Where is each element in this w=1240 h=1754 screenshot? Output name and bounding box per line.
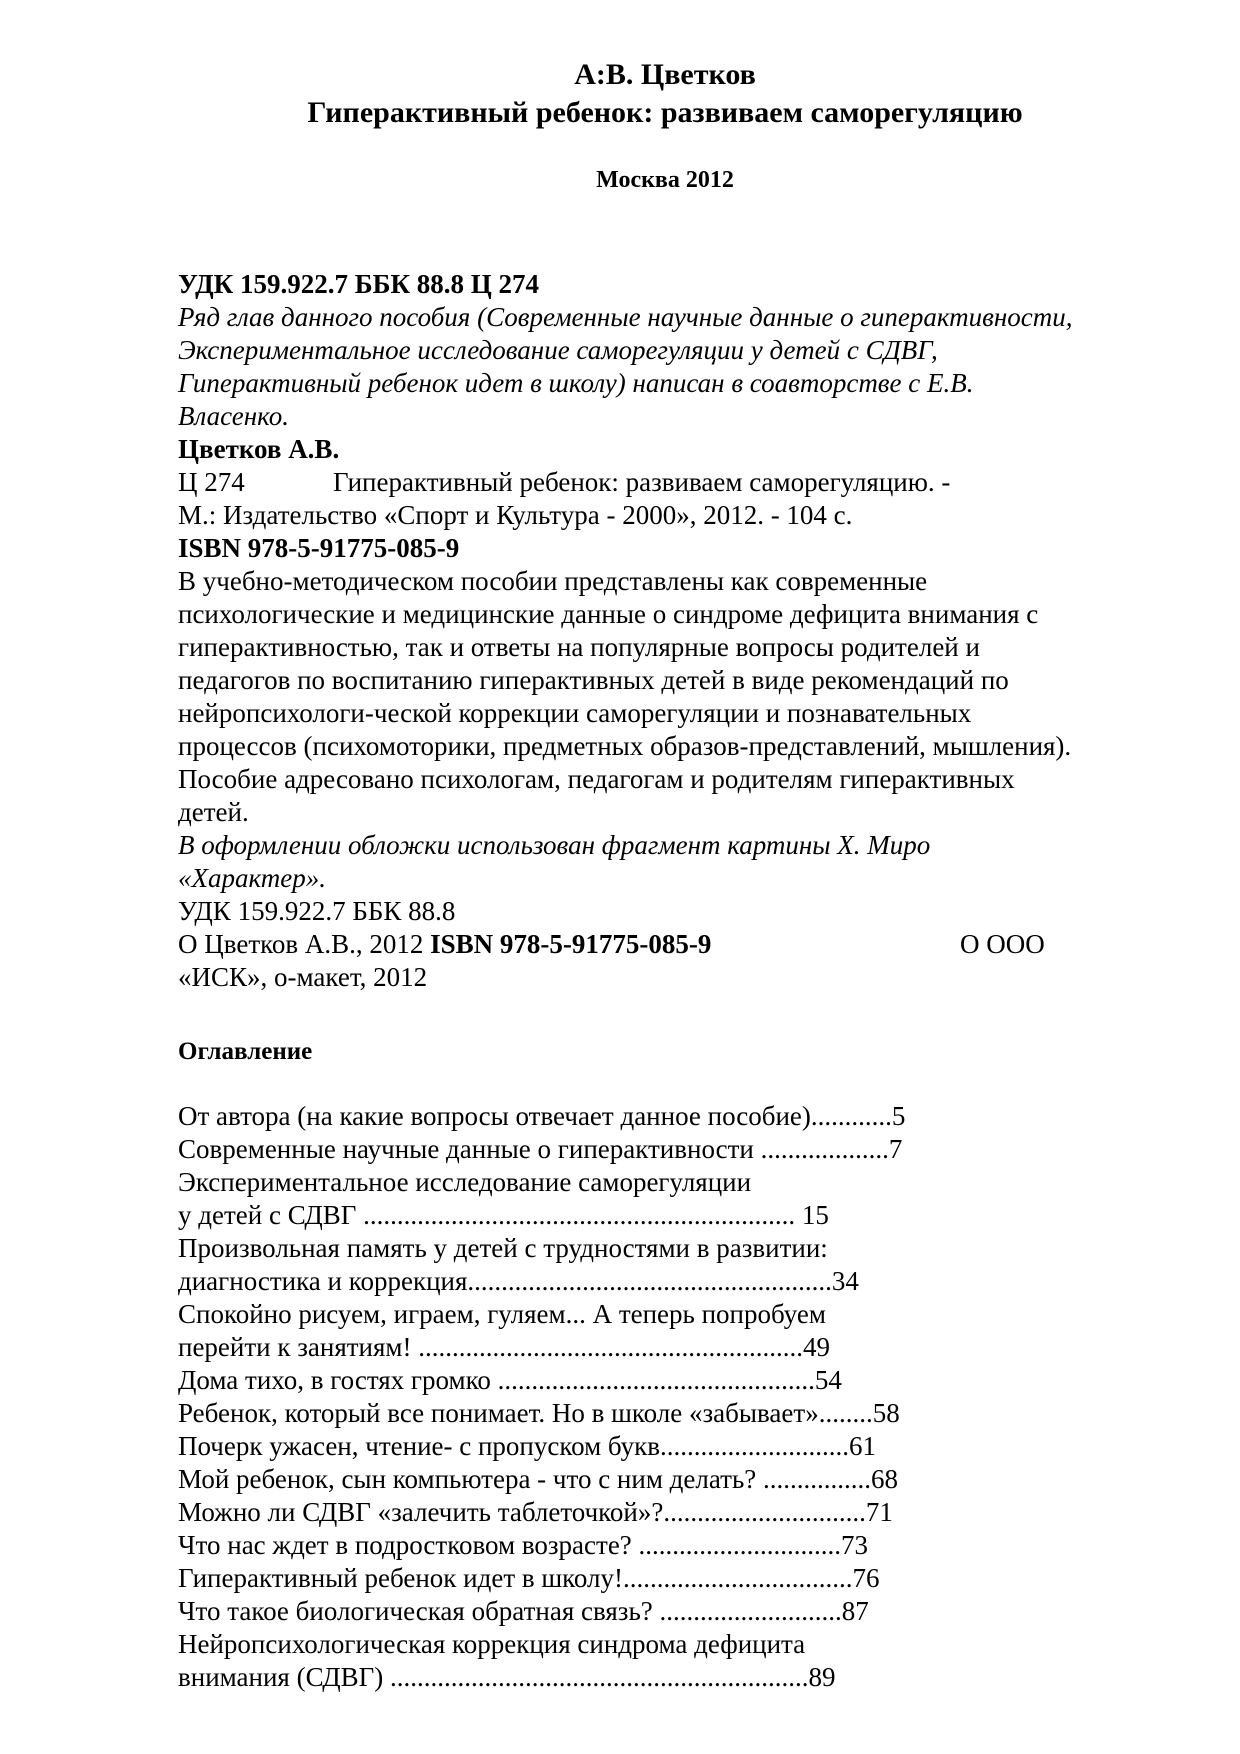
toc-entry: у детей с СДВГ ................................................................ 15 (178, 1200, 829, 1230)
abstract-line: В учебно-методическом пособии представлены как современные (178, 566, 928, 596)
abstract-line: психологические и медицинские данные о синдроме дефицита внимания с (178, 599, 1039, 629)
copyright-right: О ООО (960, 929, 1045, 959)
toc-entry: диагностика и коррекция......................................................34 (178, 1266, 859, 1296)
toc-entry: Можно ли СДВГ «залечить таблеточкой»?..............................71 (178, 1497, 893, 1527)
toc-entry: Произвольная память у детей с трудностями в развитии: (178, 1233, 828, 1263)
toc-entry: Гиперактивный ребенок идет в школу!..................................76 (178, 1563, 880, 1593)
author-heading: Цветков А.В. (178, 434, 340, 464)
abstract-line: гиперактивностью, так и ответы на популярные вопросы родителей и (178, 632, 980, 662)
coauthor-note-line: Гиперактивный ребенок идет в школу) написан в соавторстве с Е.В. (178, 368, 974, 398)
toc-entry: Экспериментальное исследование саморегуляции (178, 1167, 752, 1197)
coauthor-note-line: Ряд глав данного пособия (Современные научные данные о гиперактивности, (178, 302, 1073, 332)
catalog-code: Ц 274 (178, 467, 245, 497)
toc-entry: Что такое биологическая обратная связь? ...........................87 (178, 1596, 869, 1626)
toc-entry: Нейропсихологическая коррекция синдрома дефицита (178, 1629, 806, 1659)
toc-heading: Оглавление (178, 1038, 313, 1065)
isbn-bold: ISBN 978-5-91775-085-9 (178, 533, 460, 563)
book-title: Гиперактивный ребенок: развиваем саморегуляцию (307, 96, 1023, 129)
toc-entry: От автора (на какие вопросы отвечает данное пособие)............5 (178, 1101, 906, 1131)
toc-entry: перейти к занятиям! .........................................................49 (178, 1332, 830, 1362)
book-line: Гиперактивный ребенок: развиваем саморегуляцию. - (333, 467, 951, 497)
abstract-line: Пособие адресовано психологам, педагогам и родителям гиперактивных (178, 764, 1015, 794)
book-author: А:В. Цветков (574, 58, 756, 91)
cover-note-line: В оформлении обложки использован фрагмент картины X. Миро (178, 830, 931, 860)
copyright-line2: «ИСК», о-макет, 2012 (178, 962, 428, 992)
toc-entry: Почерк ужасен, чтение- с пропуском букв............................61 (178, 1431, 877, 1461)
coauthor-note-line: Экспериментальное исследование саморегуляции у детей с СДВГ, (178, 335, 938, 365)
abstract-line: процессов (психомоторики, предметных образов-представлений, мышления). (178, 731, 1072, 761)
abstract-line: нейропсихологи-ческой коррекции саморегуляции и познавательных (178, 698, 972, 728)
cover-note-line: «Характер». (178, 863, 326, 893)
toc-entry: внимания (СДВГ) ..............................................................89 (178, 1662, 836, 1692)
copyright-isbn: ISBN 978-5-91775-085-9 (430, 929, 712, 959)
abstract-line: педагогов по воспитанию гиперактивных детей в виде рекомендаций по (178, 665, 1009, 695)
classification-plain: УДК 159.922.7 ББК 88.8 (178, 896, 456, 926)
toc-entry: Современные научные данные о гиперактивности ...................7 (178, 1134, 903, 1164)
city-year: Москва 2012 (596, 167, 734, 193)
toc-entry: Ребенок, который все понимает. Но в школе «забывает»........58 (178, 1398, 900, 1428)
toc-entry: Что нас ждет в подростковом возрасте? ..............................73 (178, 1530, 869, 1560)
classification-bold: УДК 159.922.7 ББК 88.8 Ц 274 (178, 269, 540, 299)
toc-entry: Спокойно рисуем, играем, гуляем... А теперь попробуем (178, 1299, 826, 1329)
toc-entry: Дома тихо, в гостях громко ...............................................54 (178, 1365, 842, 1395)
copyright-left (178, 928, 711, 961)
publisher-line: М.: Издательство «Спорт и Культура - 2000», 2012. - 104 с. (178, 500, 853, 530)
toc-entry: Мой ребенок, сын компьютера - что с ним делать? ................68 (178, 1464, 898, 1494)
copyright-author: О Цветков А.В., 2012 (178, 929, 424, 959)
abstract-line: детей. (178, 797, 249, 827)
coauthor-note-line: Власенко. (178, 401, 289, 431)
